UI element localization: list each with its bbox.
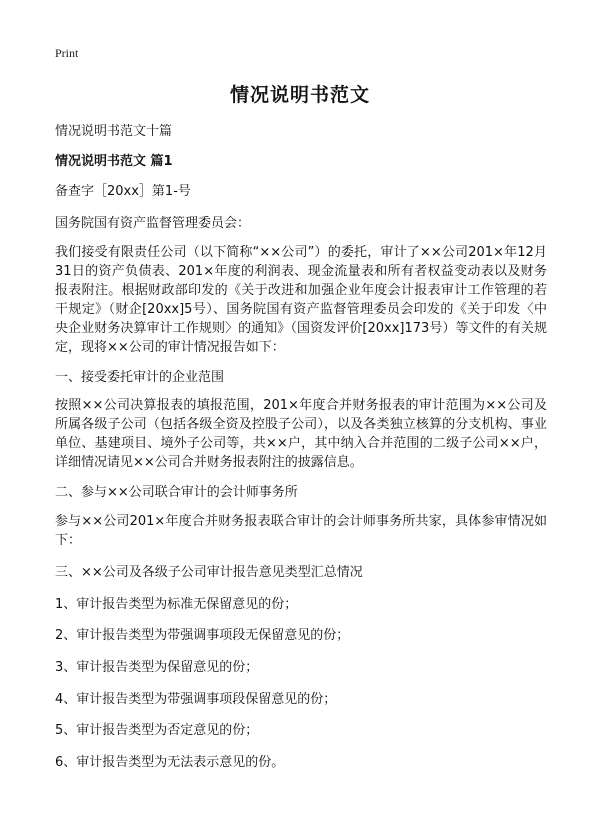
heading-accounting-firms: 二、参与××公司联合审计的会计师事务所 bbox=[55, 485, 298, 500]
list-item: 5、审计报告类型为否定意见的份； bbox=[55, 723, 259, 738]
list-item: 6、审计报告类型为无法表示意见的份。 bbox=[55, 755, 285, 770]
document-subtitle: 情况说明书范文十篇 bbox=[55, 124, 173, 139]
paragraph-enterprise-scope: 按照××公司决算报表的填报范围，201×年度合并财务报表的审计范围为××公司及所属各级子公司（包括各级全资及控股子公司），以及各类独立核算的分支机构、事业单位、基建项目、境外子公司等，共××户，其中纳入合并范围的二级子公司××户，详细情况请见××公司合并财务报表附注的披露信息。 bbox=[55, 398, 547, 470]
heading-opinion-summary: 三、××公司及各级子公司审计报告意见类型汇总情况 bbox=[55, 565, 363, 580]
list-item: 4、审计报告类型为带强调事项段保留意见的份； bbox=[55, 692, 337, 707]
list-item: 3、审计报告类型为保留意见的份； bbox=[55, 660, 259, 675]
heading-enterprise-scope: 一、接受委托审计的企业范围 bbox=[55, 370, 225, 385]
list-item: 2、审计报告类型为带强调事项段无保留意见的份； bbox=[55, 628, 350, 643]
intro-paragraph: 我们接受有限责任公司（以下简称“××公司”）的委托，审计了××公司201×年12月31日的资产负债表、201×年度的利润表、现金流量表和所有者权益变动表以及财务报表附注。根据财政部印发的《关于改进和加强企业年度会计报表审计工作管理的若干规定》（财企[20xx]5号）、国务院国有资产监督管理委员会印发的《关于印发〈中央企业财务决算审计工作规则〉的通知》（国资发评价[20xx]173号）等文件的有关规定，现将××公司的审计情况报告如下： bbox=[55, 245, 547, 355]
paragraph-accounting-firms: 参与××公司201×年度合并财务报表联合审计的会计师事务所共家，具体参审情况如下： bbox=[55, 514, 547, 548]
page-title: 情况说明书范文 bbox=[229, 84, 370, 106]
reference-number: 备查字［20xx］第1-号 bbox=[55, 184, 191, 199]
addressee: 国务院国有资产监督管理委员会： bbox=[55, 216, 251, 231]
list-item: 1、审计报告类型为标准无保留意见的份； bbox=[55, 597, 298, 612]
print-link[interactable]: Print bbox=[55, 46, 79, 60]
section-heading: 情况说明书范文 篇1 bbox=[55, 154, 173, 169]
